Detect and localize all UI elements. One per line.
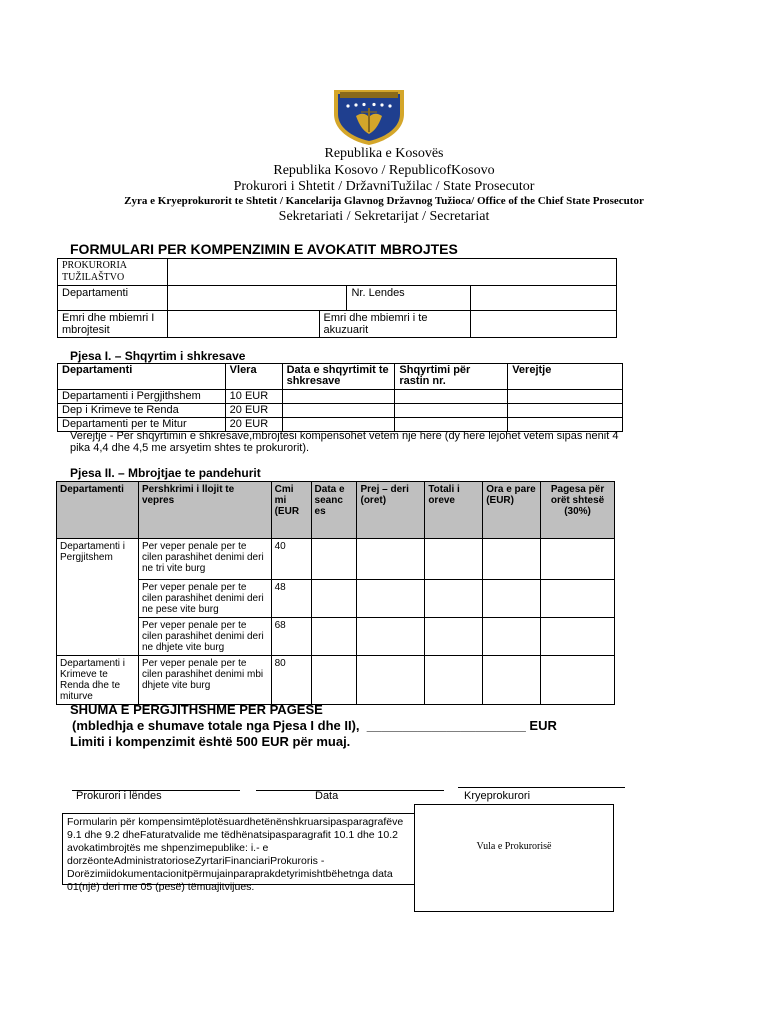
part2-header-pershkrimi: Pershkrimi i llojit te vepres (138, 482, 271, 539)
part1-header-vlera: Vlera (225, 364, 282, 390)
part1-row-vlera: 10 EUR (225, 390, 282, 404)
footer-note: Formularin për kompensimtëplotësuardhetënënshkruarsipasparagrafëve 9.1 dhe 9.2 dheFaturatvalide me tëdhënatsipasparagrafit 10.1 dhe 10.2 avokatimbrojtës me shpenzimepublike: i.- e dorzëonteAdministratorioseZyrtariFinanciariProkuroris - Dorëzimiidokumentacionitpërmujainparaprakdetyrimishtbëhetnga data 01(një) deri me 05 (pesë) tëmuajitvijues. (67, 816, 404, 893)
part2-cell[interactable] (541, 618, 615, 656)
footer-note-box (62, 813, 415, 893)
nr-lendes-field[interactable] (471, 286, 617, 311)
part1-note: Verejtje - Per shqyrtimin e shkresave,mbrojtesi kompensohet vetem nje here (dy here lejohet vetem sipas nenit 4 pika 4,4 dhe 4,5 me arsyetim shtes te prokurorit). (70, 430, 619, 454)
header-line-4: Zyra e Kryeprokurorit te Shtetit / Kancelarija Glavnog Državnog Tužioca/ Office of the Chief State Prosecutor (124, 195, 644, 207)
part1-cell[interactable] (282, 404, 395, 418)
part2-title: Pjesa II. – Mbrojtjae te pandehurit (70, 466, 261, 480)
part2-cell[interactable] (483, 618, 541, 656)
part2-cell[interactable] (311, 656, 357, 705)
part2-row-desc: Per veper penale per te cilen parashihet denimi deri ne tri vite burg (138, 539, 271, 580)
form-title: FORMULARI PER KOMPENZIMIN E AVOKATIT MBROJTES (70, 241, 458, 257)
total-title: SHUMA E PERGJITHSHME PER PAGESE (70, 702, 323, 717)
part2-header-departamenti: Departamenti (57, 482, 139, 539)
part1-row-dep: Dep i Krimeve te Renda (58, 404, 226, 418)
part2-cell[interactable] (541, 580, 615, 618)
stamp-label: Vula e Prokurorisë (476, 841, 552, 852)
part2-dep-krimeve: Departamenti i Krimeve te Renda dhe te miturve (57, 656, 139, 705)
stamp-box (414, 804, 614, 912)
part2-cell[interactable] (425, 656, 483, 705)
part2-cell[interactable] (541, 539, 615, 580)
part1-row-dep: Departamenti i Pergjithshem (58, 390, 226, 404)
part1-header-departamenti: Departamenti (58, 364, 226, 390)
part2-dep-pergjithshem: Departamenti i Pergjitshem (57, 539, 139, 656)
part2-table (56, 481, 615, 705)
part2-row-desc: Per veper penale per te cilen parashihet denimi mbi dhjete vite burg (138, 656, 271, 705)
part1-cell[interactable] (508, 404, 623, 418)
header-line-1: Republika e Kosovës (324, 146, 444, 161)
part2-row-cmimi: 48 (271, 580, 311, 618)
signature-line-data[interactable] (256, 790, 444, 791)
table-row (57, 539, 615, 580)
part2-row-cmimi: 80 (271, 656, 311, 705)
part1-row-dep: Departamenti per te Mitur (58, 418, 226, 432)
part2-cell[interactable] (483, 539, 541, 580)
signature-line-kryeprokurori[interactable] (458, 787, 625, 788)
part2-cell[interactable] (357, 618, 425, 656)
part2-header-prej-deri: Prej – deri (oret) (357, 482, 425, 539)
part1-row-vlera: 20 EUR (225, 404, 282, 418)
total-sum-line: (mbledhja e shumave totale nga Pjesa I dhe II), ______________________ EUR (72, 718, 557, 733)
emri-akuzuarit-label: Emri dhe mbiemri i te akuzuarit (319, 311, 471, 338)
table-row (57, 656, 615, 705)
prokuroria-label: PROKURORIA TUŽILAŠTVO (58, 259, 168, 286)
signature-label-prokurori: Prokurori i lëndes (76, 790, 162, 802)
departamenti-label: Departamenti (58, 286, 168, 311)
part2-cell[interactable] (311, 618, 357, 656)
part1-cell[interactable] (282, 390, 395, 404)
part2-header-ora-pare: Ora e pare (EUR) (483, 482, 541, 539)
part2-cell[interactable] (357, 580, 425, 618)
part2-cell[interactable] (311, 539, 357, 580)
part2-cell[interactable] (311, 580, 357, 618)
total-limit: Limiti i kompenzimit është 500 EUR për muaj. (70, 734, 351, 749)
part2-cell[interactable] (357, 539, 425, 580)
part1-cell[interactable] (395, 390, 508, 404)
part1-cell[interactable] (395, 404, 508, 418)
part2-header-cmimi: Cmi mi (EUR (271, 482, 311, 539)
part2-cell[interactable] (425, 539, 483, 580)
part2-cell[interactable] (357, 656, 425, 705)
part2-row-cmimi: 68 (271, 618, 311, 656)
table-row (58, 390, 623, 404)
part2-cell[interactable] (425, 618, 483, 656)
signature-label-kryeprokurori: Kryeprokurori (464, 790, 531, 802)
header-line-5: Sekretariati / Sekretarijat / Secretariat (278, 209, 490, 224)
part1-row-vlera: 20 EUR (225, 418, 282, 432)
info-table (57, 258, 617, 338)
table-row (58, 404, 623, 418)
part2-header-totali: Totali i oreve (425, 482, 483, 539)
part2-cell[interactable] (483, 656, 541, 705)
part1-title: Pjesa I. – Shqyrtim i shkresave (70, 349, 246, 363)
part2-cell[interactable] (483, 580, 541, 618)
nr-lendes-label: Nr. Lendes (347, 286, 471, 311)
part2-header-data-seances: Data e seanc es (311, 482, 357, 539)
table-row (57, 618, 615, 656)
table-row (57, 580, 615, 618)
part1-cell[interactable] (508, 390, 623, 404)
part1-header-data: Data e shqyrtimit te shkresave (282, 364, 395, 390)
part2-row-desc: Per veper penale per te cilen parashihet denimi deri ne pese vite burg (138, 580, 271, 618)
emri-mbrojtesit-label: Emri dhe mbiemri I mbrojtesit (58, 311, 168, 338)
part2-header-pagesa: Pagesa për orët shtesë (30%) (541, 482, 615, 539)
prokuroria-field[interactable] (167, 259, 616, 286)
part1-table (57, 363, 623, 432)
part1-header-shqyrtimi: Shqyrtimi për rastin nr. (395, 364, 508, 390)
part2-row-cmimi: 40 (271, 539, 311, 580)
part2-cell[interactable] (541, 656, 615, 705)
signature-label-data: Data (315, 790, 339, 802)
header-line-2: Republika Kosovo / RepublicofKosovo (273, 163, 495, 178)
emri-akuzuarit-field[interactable] (471, 311, 617, 338)
emri-mbrojtesit-field[interactable] (167, 311, 319, 338)
header-line-3: Prokurori i Shtetit / DržavniTužilac / State Prosecutor (233, 179, 535, 194)
part2-row-desc: Per veper penale per te cilen parashihet denimi deri ne dhjete vite burg (138, 618, 271, 656)
part1-header-verejtje: Verejtje (508, 364, 623, 390)
part2-cell[interactable] (425, 580, 483, 618)
departamenti-field[interactable] (167, 286, 347, 311)
kosovo-emblem (332, 86, 406, 146)
